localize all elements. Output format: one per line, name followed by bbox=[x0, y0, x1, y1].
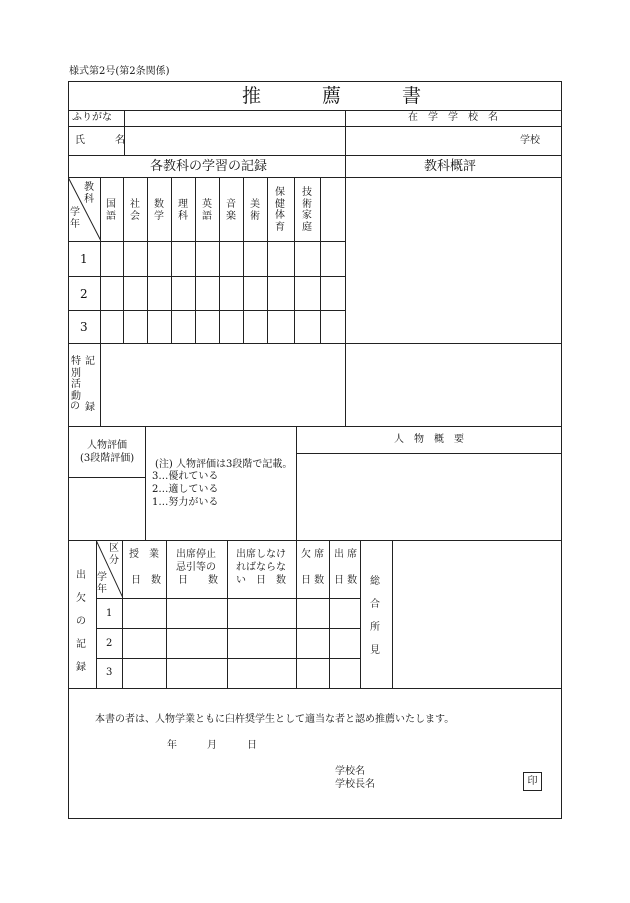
grade-2-label: 2 bbox=[80, 287, 88, 301]
grade-3-label: 3 bbox=[80, 320, 88, 334]
school-suffix: 学校 bbox=[520, 135, 540, 146]
subject-music: 音 楽 bbox=[226, 199, 236, 222]
att-grade-1: 1 bbox=[106, 608, 113, 619]
att-col-present-l3: 日 数 bbox=[334, 575, 358, 586]
form-title: 推 薦 書 bbox=[242, 85, 423, 107]
date-line: 年 月 日 bbox=[167, 740, 257, 751]
att-col-required-l2: ればならな bbox=[236, 562, 286, 573]
eval-level-1: 1…努力がいる bbox=[152, 497, 219, 508]
special-activities-field[interactable] bbox=[101, 344, 560, 425]
subject-review-field[interactable] bbox=[346, 178, 560, 342]
att-col-present-l1: 出 席 bbox=[334, 549, 358, 560]
overall-remarks-field[interactable] bbox=[393, 541, 560, 687]
subjects-section-title: 各教科の学習の記録 bbox=[150, 159, 268, 174]
principal-label: 学校長名 bbox=[335, 779, 375, 790]
subject-health-pe: 保 健 体 育 bbox=[275, 187, 285, 233]
overall-remarks-label: 総 合 所 見 bbox=[370, 576, 380, 656]
att-col-suspension-l1: 出席停止 bbox=[176, 549, 216, 560]
att-corner-kubun: 区 分 bbox=[109, 543, 119, 566]
att-corner-grade: 学 年 bbox=[97, 572, 107, 595]
subject-art: 美 術 bbox=[250, 199, 260, 222]
att-col-required-l3: い 日 数 bbox=[236, 575, 286, 586]
att-grade-3: 3 bbox=[106, 667, 113, 678]
furigana-field[interactable] bbox=[125, 111, 344, 125]
att-grade-2: 2 bbox=[106, 638, 113, 649]
subject-english: 英 語 bbox=[202, 199, 212, 222]
form-number: 様式第2号(第2条関係) bbox=[69, 66, 170, 77]
name-field[interactable] bbox=[125, 127, 344, 154]
att-col-class-days-l3: 日 数 bbox=[131, 575, 161, 586]
school-label: 在 学 学 校 名 bbox=[408, 112, 498, 123]
att-col-absence-l1: 欠 席 bbox=[301, 549, 325, 560]
school-name-label: 学校名 bbox=[335, 766, 365, 777]
subject-math: 数 学 bbox=[154, 199, 164, 222]
eval-level-3: 3…優れている bbox=[152, 471, 219, 482]
character-eval-sub: (3段階評価) bbox=[80, 453, 135, 464]
character-summary-title: 人 物 概 要 bbox=[394, 434, 464, 445]
recommend-statement: 本書の者は、人物学業ともに臼杵奨学生として適当な者と認め推薦いたします。 bbox=[95, 714, 455, 725]
att-col-suspension-l3: 日 数 bbox=[178, 575, 218, 586]
school-field[interactable] bbox=[346, 127, 516, 154]
character-eval-label: 人物評価 bbox=[87, 440, 127, 451]
att-col-required-l1: 出席しなけ bbox=[236, 549, 286, 560]
subject-review-title: 教科概評 bbox=[424, 159, 477, 174]
special-activities-no: の bbox=[70, 401, 80, 412]
seal-box: 印 bbox=[523, 772, 542, 791]
character-note: (注) 人物評価は3段階で記載。 bbox=[155, 459, 293, 470]
corner-grade-label: 学 年 bbox=[70, 207, 80, 230]
special-activities-label: 特 別 活 動 bbox=[71, 356, 81, 402]
grade-1-label: 1 bbox=[80, 252, 88, 266]
subject-japanese: 国 語 bbox=[106, 199, 116, 222]
subject-tech-home: 技 術 家 庭 bbox=[302, 187, 312, 233]
attendance-label: 出 欠 の 記 録 bbox=[76, 570, 86, 673]
name-label: 氏 名 bbox=[75, 135, 125, 146]
character-summary-field[interactable] bbox=[297, 454, 560, 539]
furigana-label: ふりがな bbox=[72, 112, 112, 123]
att-col-class-days-l1: 授 業 bbox=[129, 549, 159, 560]
subject-social: 社 会 bbox=[130, 199, 140, 222]
character-eval-field[interactable] bbox=[69, 478, 145, 539]
subject-science: 理 科 bbox=[178, 199, 188, 222]
eval-level-2: 2…適している bbox=[152, 484, 219, 495]
att-col-absence-l3: 日 数 bbox=[301, 575, 325, 586]
special-activities-label-b: 記 録 bbox=[85, 356, 95, 413]
corner-subject-label: 教 科 bbox=[84, 182, 94, 205]
att-col-suspension-l2: 忌引等の bbox=[176, 562, 216, 573]
